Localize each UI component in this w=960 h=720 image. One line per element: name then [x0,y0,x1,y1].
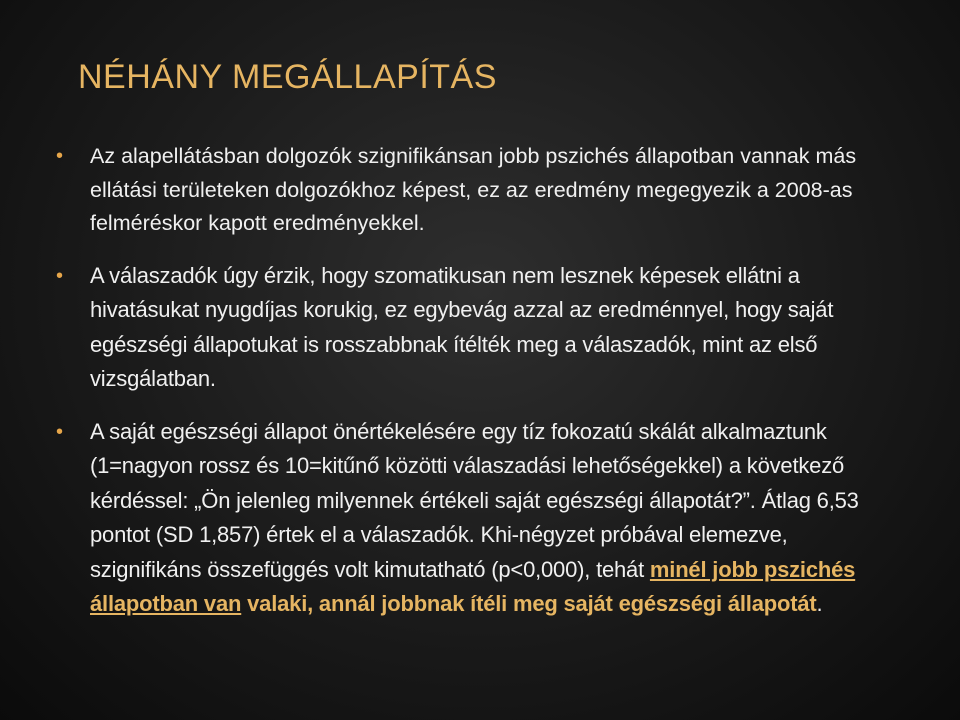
bullet-item-1 [54,140,894,241]
bullet-icon: • [56,420,63,443]
bullet-text-end: . [816,591,823,616]
slide-title: NÉHÁNY MEGÁLLAPÍTÁS [78,58,497,96]
bullet-text: Az alapellátásban dolgozók szignifikánsan jobb pszichés állapotban vannak más ellátási területeken dolgozókhoz képest, ez az eredmény megegyezik a 2008-as felméréskor kapott eredményekkel. [90,144,857,235]
highlighted-conclusion-underlined: minél jobb pszichés állapotban van [90,556,856,616]
highlighted-conclusion: valaki, annál jobbnak ítéli meg saját egészségi állapotát [241,591,817,616]
bullet-icon: • [56,145,64,167]
bullet-item-3 [54,415,894,622]
bullet-text: A saját egészségi állapot önértékelésére egy tíz fokozatú skálát alkalmaztunk (1=nagyon rossz és 10=kitűnő közötti válaszadási lehetőségekkel) a következő kérdéssel: „Ön jelenleg milyennek értékeli saját egészségi állapotát?”. Átlag 6,53 pontot (SD 1,857) értek el a válaszadók. Khi-négyzet próbával elemezve, szignifikáns összefüggés volt kimutatható (p<0,000), tehát [90,418,859,582]
bullet-icon: • [56,264,63,287]
bullet-item-2 [54,259,894,397]
bullet-text: A válaszadók úgy érzik, hogy szomatikusan nem lesznek képesek ellátni a hivatásukat nyugdíjas korukig, ez egybevág azzal az eredménnyel, hogy saját egészségi állapotukat is rosszabbnak ítélték meg a válaszadók, mint az első vizsgálatban. [90,262,834,391]
bullet-list [54,140,894,640]
